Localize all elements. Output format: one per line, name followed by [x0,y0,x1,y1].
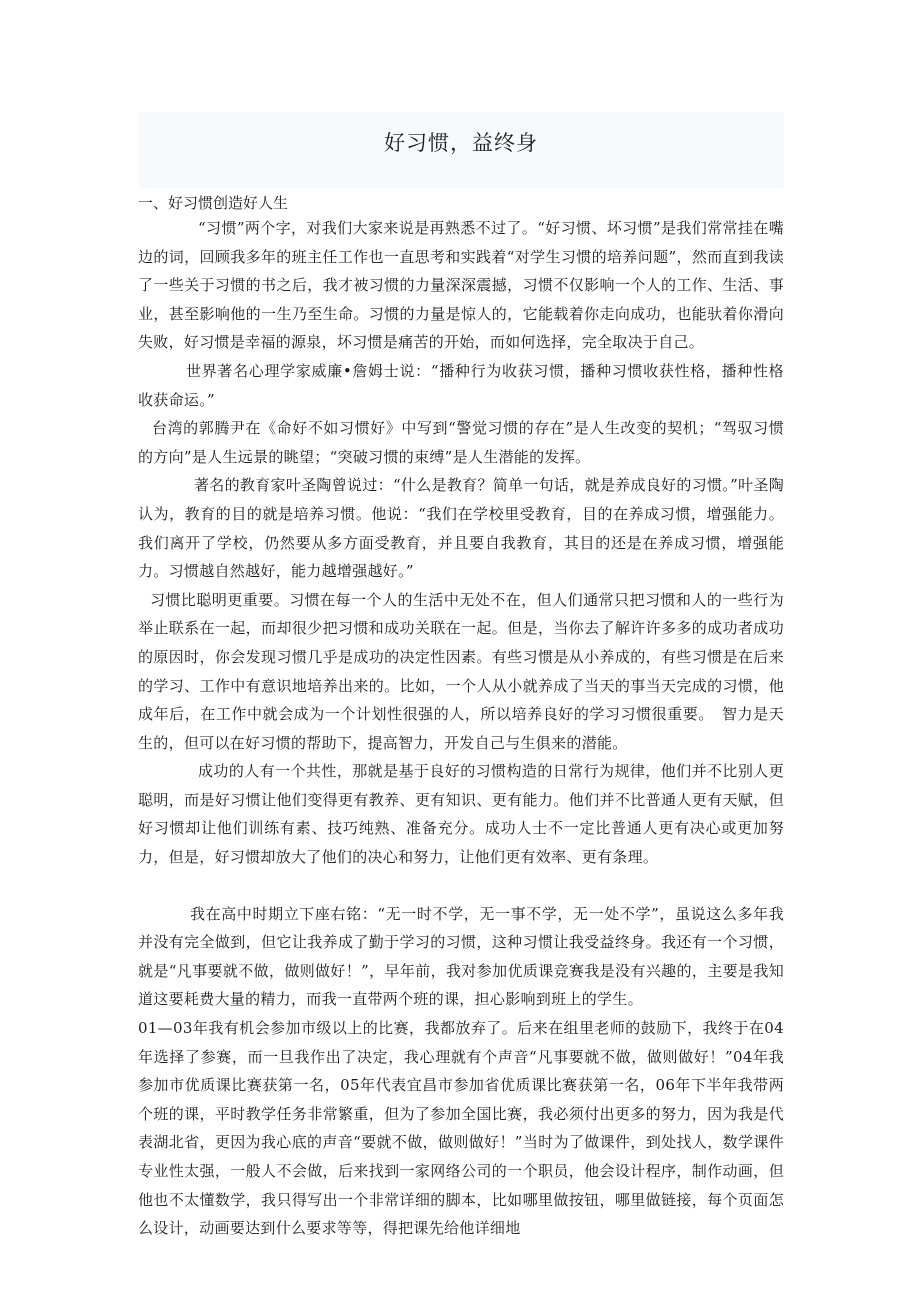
paragraph-spacer [138,872,784,900]
paragraph: “习惯”两个字，对我们大家来说是再熟悉不过了。“好习惯、坏习惯”是我们常常挂在嘴边的词，回顾我多年的班主任工作也一直思考和实践着“对学生习惯的培养问题”，然而直到我读了一些关于习惯的书之后，我才被习惯的力量深深震撼，习惯不仅影响一个人的工作、生活、事业，甚至影响他的一生乃至生命。习惯的力量是惊人的，它能载着你走向成功，也能驮着你滑向失败，好习惯是幸福的源泉，坏习惯是痛苦的开始，而如何选择，完全取决于自己。 [138,219,784,352]
paragraph: 著名的教育家叶圣陶曾说过：“什么是教育？简单一句话，就是养成良好的习惯。”叶圣陶认为，教育的目的就是培养习惯。他说：“我们在学校里受教育，目的在养成习惯，增强能力。我们离开了学校，仍然要从多方面受教育，并且要自我教育，其目的还是在养成习惯，增强能力。习惯越自然越好，能力越增强越好。” [138,476,784,581]
paragraph: 01—03年我有机会参加市级以上的比赛，我都放弃了。后来在组里老师的鼓励下，我终于在04年选择了参赛，而一旦我作出了决定，我心理就有个声音“凡事要就不做，做则做好！”04年我参加市优质课比赛获第一名，05年代表宜昌市参加省优质课比赛获第一名，06年下半年我带两个班的课，平时教学任务非常繁重，但为了参加全国比赛，我必须付出更多的努力，因为我是代表湖北省，更因为我心底的声音“要就不做，做则做好！”当时为了做课件，到处找人，数学课件专业性太强，一般人不会做，后来找到一家网络公司的一个职员，他会设计程序，制作动画，但他也不太懂数学，我只得写出一个非常详细的脚本，比如哪里做按钮，哪里做链接，每个页面怎么设计，动画要达到什么要求等等，得把课先给他详细地 [138,1019,784,1238]
document-title: 好习惯，益终身 [384,131,538,155]
paragraph: 成功的人有一个共性，那就是基于良好的习惯构造的日常行为规律，他们并不比别人更聪明，而是好习惯让他们变得更有教养、更有知识、更有能力。他们并不比普通人更有天赋，但好习惯却让他们训练有素、技巧纯熟、准备充分。成功人士不一定比普通人更有决心或更加努力，但是，好习惯却放大了他们的决心和努力，让他们更有效率、更有条理。 [138,762,784,867]
document-body [138,112,784,1243]
paragraph: 习惯比聪明更重要。习惯在每一个人的生活中无处不在，但人们通常只把习惯和人的一些行为举止联系在一起，而却很少把习惯和成功关联在一起。但是，当你去了解许许多多的成功者成功的原因时，你会发现习惯几乎是成功的决定性因素。有些习惯是从小养成的，有些习惯是在后来的学习、工作中有意识地培养出来的。比如，一个人从小就养成了当天的事当天完成的习惯，他成年后，在工作中就会成为一个计划性很强的人，所以培养良好的学习习惯很重要。 智力是天生的，但可以在好习惯的帮助下，提高智力，开发自己与生俱来的潜能。 [138,590,784,752]
paragraph: 台湾的郭腾尹在《命好不如习惯好》中写到“警觉习惯的存在”是人生改变的契机；“驾驭习惯的方向”是人生远景的眺望；“突破习惯的束缚”是人生潜能的发挥。 [138,419,784,466]
section-heading: 一、好习惯创造好人生 [138,194,289,212]
paragraph: 我在高中时期立下座右铭：“无一时不学，无一事不学，无一处不学”，虽说这么多年我并没有完全做到，但它让我养成了勤于学习的习惯，这种习惯让我受益终身。我还有一个习惯，就是“凡事要就不做，做则做好！”，早年前，我对参加优质课竞赛我是没有兴趣的，主要是我知道这要耗费大量的精力，而我一直带两个班的课，担心影响到班上的学生。 [138,904,784,1009]
paragraph: 世界著名心理学家威廉•詹姆士说：“播种行为收获习惯，播种习惯收获性格，播种性格收获命运。” [138,361,784,409]
